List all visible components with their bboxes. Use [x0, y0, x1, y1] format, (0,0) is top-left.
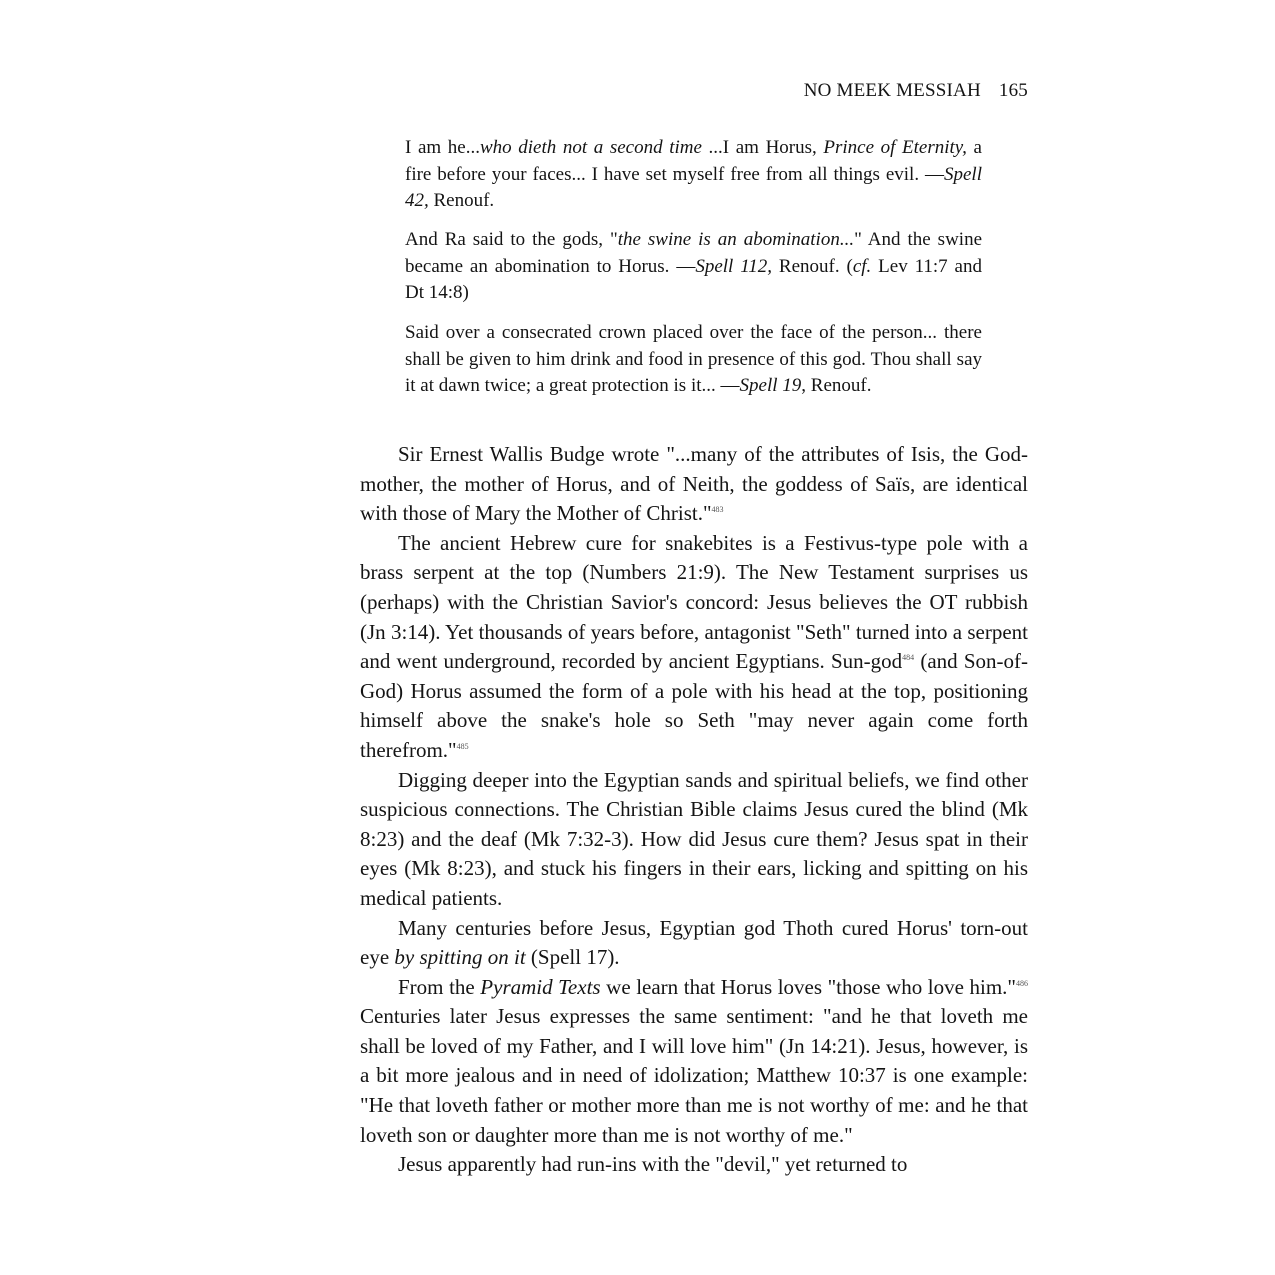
footnote-marker[interactable]: 484	[902, 653, 915, 663]
quote-span: Said over a consecrated crown placed over the face of the person... there shall be given to him drink and food in presence of this god. Thou shall say it at dawn twice; a great protection is it... —	[405, 322, 982, 396]
quote-span: ...I am Horus,	[701, 137, 824, 158]
paragraph-span: Sir Ernest Wallis Budge wrote "...many of the attributes of Isis, the God-mother, the mother of Horus, and of Neith, the goddess of Saïs, are identical with those of Mary the Mother of Christ."	[360, 442, 1028, 526]
block-quote-spell-42	[405, 135, 982, 215]
paragraph-span: Many centuries before Jesus, Egyptian god Thoth cured Horus' torn-out eye	[360, 915, 1028, 970]
quote-citation: Spell 112,	[695, 255, 773, 277]
quote-span: , Renouf.	[801, 375, 872, 396]
paragraph-span: (Spell 17).	[525, 945, 620, 970]
block-quote-spell-19	[405, 320, 982, 400]
footnote-marker[interactable]: 483	[711, 505, 724, 515]
paragraph-thoth	[360, 914, 1028, 973]
paragraph-italic: Pyramid Texts	[480, 974, 601, 999]
running-title: NO MEEK MESSIAH	[803, 80, 981, 101]
quote-citation: Spell 42,	[405, 163, 982, 211]
body-text	[360, 440, 1028, 1180]
paragraph-span: (and Son-of-God) Horus assumed the form of a pole with his head at the top, positioning himself above the snake's hole so Seth "may never again come forth therefrom."	[360, 649, 1028, 762]
quote-text	[405, 320, 982, 400]
paragraph-italic: by spitting on it	[394, 945, 526, 970]
quote-span: a fire before your faces... I have set myself free from all things evil. —	[405, 137, 982, 185]
quote-italic: Prince of Eternity,	[823, 137, 967, 158]
quote-span: Lev 11:7 and Dt 14:8)	[405, 255, 982, 303]
quote-italic: who dieth not a second time	[479, 137, 702, 158]
running-header	[360, 78, 1028, 104]
paragraph-span: The ancient Hebrew cure for snakebites is a Festivus-type pole with a brass serpent at the top (Numbers 21:9). The New Testament surprises us (perhaps) with the Christian Savior's concord: Jesus believes the OT rubbish (Jn 3:14). Yet thousands of years before, antagonist "Seth" turned into a serpent and went underground, recorded by ancient Egyptians. Sun-god	[360, 530, 1028, 674]
paragraph-span: From the	[398, 974, 481, 999]
paragraph-devil	[360, 1150, 1028, 1180]
block-quote-spell-112	[405, 227, 982, 307]
page-number: 165	[998, 80, 1028, 101]
quote-span: Renouf. (	[772, 255, 853, 277]
paragraph-spitting	[360, 766, 1028, 914]
quote-italic: cf.	[852, 255, 872, 277]
footnote-marker[interactable]: 486	[1015, 978, 1028, 988]
quote-italic: the swine is an abomination...	[617, 229, 855, 250]
quote-span: I am he...	[405, 137, 480, 158]
quote-text	[405, 135, 982, 215]
quote-citation: Spell 19	[739, 375, 802, 396]
paragraph-span: Centuries later Jesus expresses the same sentiment: "and he that loveth me shall be loved of my Father, and I will love him" (Jn 14:21). Jesus, however, is a bit more jealous and in need of idolization; Matthew 10:37 is one example: "He that loveth father or mother more than me is not worthy of me: and he that loveth son or daughter more than me is not worthy of me."	[360, 1004, 1028, 1147]
paragraph-budge	[360, 440, 1028, 529]
quote-span: And Ra said to the gods, "	[405, 229, 618, 250]
paragraph-serpent	[360, 529, 1028, 766]
quote-span: Renouf.	[428, 190, 495, 211]
quote-span: " And the swine became an abomination to Horus. —	[405, 229, 982, 277]
paragraph-span: Jesus apparently had run-ins with the "devil," yet returned to	[398, 1152, 908, 1177]
quote-text	[405, 227, 982, 307]
footnote-marker[interactable]: 485	[456, 741, 469, 751]
paragraph-pyramid-texts	[360, 973, 1028, 1151]
paragraph-span: we learn that Horus loves "those who love him."	[600, 974, 1016, 999]
paragraph-span: Digging deeper into the Egyptian sands and spiritual beliefs, we find other suspicious connections. The Christian Bible claims Jesus cured the blind (Mk 8:23) and the deaf (Mk 7:32-3). How did Jesus cure them? Jesus spat in their eyes (Mk 8:23), and stuck his fingers in their ears, licking and spitting on his medical patients.	[360, 767, 1028, 910]
